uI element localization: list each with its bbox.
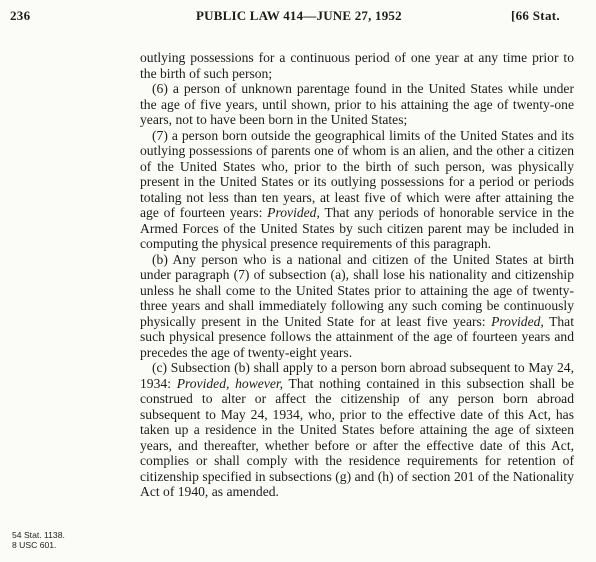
paragraph-continuation	[140, 50, 574, 81]
paragraph-text: outlying possessions for a continuous period of one year at any time prior to the birth of such person;	[140, 50, 574, 81]
paragraph-text: (b) Any person who is a national and citizen of the United States at birth under paragraph (7) of subsection (a), shall lose his nationality and citizenship unless he shall come to the United States prior to attaining the age of twenty-three years and shall immediately following any such coming be continuously physically present in the United State for at least five years:	[140, 251, 574, 329]
paragraph-6	[140, 81, 574, 128]
subsection-b	[140, 252, 574, 361]
margin-citation	[12, 530, 65, 550]
paragraph-text: That nothing contained in this subsection shall be construed to alter or affect the citizenship of any person born abroad subsequent to May 24, 1934, who, prior to the effective date of this Act, has taken up a residence in the United States before attaining the age of sixteen years, and thereafter, whether before or after the effective date of this Act, complies or shall comply with the residence requirements for retention of citizenship specified in subsections (g) and (h) of section 201 of the Nationality Act of 1940, as amended.	[140, 375, 574, 499]
margin-citation-line: 8 USC 601.	[12, 540, 57, 550]
paragraph-7	[140, 128, 574, 252]
subsection-c	[140, 360, 574, 500]
proviso-italic: Provided, however,	[176, 375, 284, 391]
paragraph-text: That such physical presence follows the attainment of the age of fourteen years and precedes the age of twenty-eight years.	[140, 313, 574, 360]
paragraph-text: (7) a person born outside the geographical limits of the United States and its outlying possessions of parents one of whom is an alien, and the other a citizen of the United States who, prior to the birth of such person, was physically present in the United States or its outlying possessions for a period or periods totaling not less than ten years, at least five of which were after attaining the age of fourteen years:	[140, 127, 574, 220]
statute-text	[140, 50, 574, 500]
running-head: PUBLIC LAW 414—JUNE 27, 1952	[196, 8, 402, 23]
paragraph-text: (6) a person of unknown parentage found in the United States while under the age of five years, until shown, prior to his attaining the age of twenty-one years, not to have been born in the United States;	[140, 81, 574, 127]
proviso-italic: Provided,	[491, 313, 544, 329]
volume-citation: [66 Stat.	[511, 8, 560, 23]
page-number: 236	[10, 8, 31, 23]
proviso-italic: Provided,	[267, 205, 320, 220]
paragraph-text: That any periods of honorable service in the Armed Forces of the United States by such citizen parent may be included in computing the physical presence requirements of this paragraph.	[140, 205, 574, 251]
page-header	[0, 8, 596, 28]
margin-citation-line: 54 Stat. 1138.	[12, 530, 65, 540]
paragraph-text: (c) Subsection (b) shall apply to a person born abroad subsequent to May 24, 1934:	[140, 360, 574, 391]
